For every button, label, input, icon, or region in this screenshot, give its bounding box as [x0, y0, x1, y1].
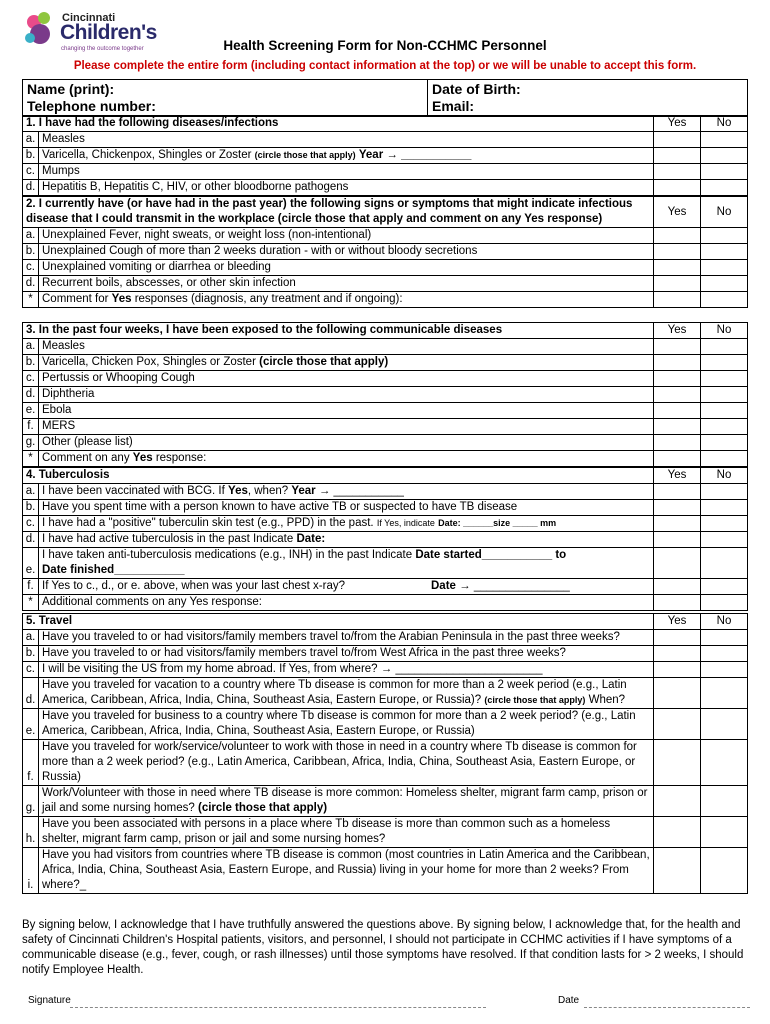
attestation-text: By signing below, I acknowledge that I have truthfully answered the questions above. By signing below, I acknowledge that, for the health and safety of Cincinnati Children's Hospital patients, visitors, and personnel, I should not participate in CCHMC activities if I have symptoms of a communicable disease (e.g., fever, cough, or rash illnesses) until those symptoms have resolved. If that condition lasts for > 2 weeks, I should notify Employee Health. — [22, 919, 744, 976]
item-text: Unexplained Fever, night sweats, or weight loss (non-intentional) — [39, 228, 654, 244]
item-text: Ebola — [39, 403, 654, 419]
item-letter: b. — [23, 148, 39, 164]
item-letter: f. — [23, 419, 39, 435]
form-title: Health Screening Form for Non-CCHMC Personnel — [223, 38, 547, 53]
item-letter: c. — [23, 516, 39, 532]
when-field[interactable]: When? — [588, 694, 626, 706]
yes-box[interactable] — [654, 786, 701, 817]
item-letter: b. — [23, 244, 39, 260]
yes-box[interactable] — [654, 132, 701, 148]
yes-box[interactable] — [654, 228, 701, 244]
item-letter: d. — [23, 678, 39, 709]
circle-note: (circle those that apply) — [484, 695, 586, 705]
item-letter: e. — [23, 548, 39, 579]
yes-box[interactable] — [654, 484, 701, 500]
item-letter: i. — [23, 848, 39, 894]
yes-box[interactable] — [654, 339, 701, 355]
section-1-table — [22, 115, 748, 196]
item-text: I have had active tuberculosis in the past Indicate — [42, 533, 294, 545]
section-3-title: 3. In the past four weeks, I have been exposed to the following communicable diseases — [23, 323, 654, 339]
item-text: Diphtheria — [39, 387, 654, 403]
item-letter: c. — [23, 260, 39, 276]
logo-tagline: changing the outcome together — [61, 46, 144, 52]
no-box[interactable] — [701, 419, 748, 435]
no-box[interactable] — [701, 387, 748, 403]
section-4-title: 4. Tuberculosis — [23, 468, 654, 484]
item-text: Have you traveled for business to a country where Tb disease is common for more than a 2 week period? (e.g., Latin America, Caribbean, Africa, India, China, Southeast Asia, Eastern Europe, or Russia) — [39, 709, 654, 740]
yes-box[interactable] — [654, 260, 701, 276]
no-box[interactable] — [701, 148, 748, 164]
no-box[interactable] — [701, 817, 748, 848]
item-text: Comment on any — [42, 452, 130, 464]
item-text: Measles — [39, 339, 654, 355]
yes-header: Yes — [654, 468, 701, 484]
item-text — [39, 548, 654, 579]
no-box[interactable] — [701, 678, 748, 709]
no-header: No — [701, 468, 748, 484]
yes-box[interactable] — [654, 180, 701, 196]
section-4-table — [22, 467, 748, 611]
item-text: If Yes to c., d., or e. above, when was your last chest x-ray? — [42, 580, 345, 592]
email-label: Email: — [432, 98, 475, 114]
yes-box[interactable] — [654, 709, 701, 740]
item-text — [39, 786, 654, 817]
no-box[interactable] — [701, 260, 748, 276]
yes-box[interactable] — [654, 164, 701, 180]
item-text: Have you traveled for work/service/volunteer to work with those in need in a country where Tb disease is common for more than a 2 week period? (e.g., Latin America, Caribbean, Africa, India, China, Southeast Asia, Eastern Europe, or Russia) — [39, 740, 654, 786]
no-box[interactable] — [701, 630, 748, 646]
comment-field[interactable]: Additional comments on any Yes response: — [39, 595, 654, 611]
yes-box[interactable] — [654, 355, 701, 371]
item-text — [39, 355, 654, 371]
item-letter: a. — [23, 484, 39, 500]
item-text: Have you been associated with persons in a place where Tb disease is more than common such as a homeless shelter, migrant farm camp, prison or jail and some nursing homes? — [39, 817, 654, 848]
yes-box[interactable] — [654, 500, 701, 516]
item-text — [39, 678, 654, 709]
item-text — [39, 484, 654, 500]
item-letter: * — [23, 292, 39, 308]
circle-note: (circle those that apply) — [259, 356, 389, 368]
yes-word: Yes — [132, 452, 153, 464]
year-label: Year → — [291, 485, 331, 497]
item-letter: c. — [23, 164, 39, 180]
item-text — [39, 148, 654, 164]
item-text: Have you traveled to or had visitors/family members travel to/from the Arabian Peninsula in the past three weeks? — [39, 630, 654, 646]
yes-box[interactable] — [654, 276, 701, 292]
no-box[interactable] — [701, 532, 748, 548]
no-box[interactable] — [701, 786, 748, 817]
no-box[interactable] — [701, 403, 748, 419]
no-header: No — [701, 323, 748, 339]
item-text: I have been vaccinated with BCG. If — [42, 485, 225, 497]
yes-box[interactable] — [654, 848, 701, 894]
item-text: Have you traveled to or had visitors/family members travel to/from West Africa in the past three weeks? — [39, 646, 654, 662]
no-box[interactable] — [701, 180, 748, 196]
yes-box[interactable] — [654, 371, 701, 387]
logo-line1: Cincinnati — [62, 12, 116, 24]
item-letter: g. — [23, 786, 39, 817]
date-line[interactable] — [584, 1007, 750, 1008]
no-box[interactable] — [701, 355, 748, 371]
dob-email-cell[interactable] — [428, 80, 748, 117]
yes-box[interactable] — [654, 646, 701, 662]
item-text — [39, 516, 654, 532]
item-letter: * — [23, 595, 39, 611]
yes-box[interactable] — [654, 630, 701, 646]
no-header: No — [701, 116, 748, 132]
yes-box[interactable] — [654, 579, 701, 595]
other-field[interactable]: Other (please list) — [39, 435, 654, 451]
item-text: Recurrent boils, abscesses, or other skin infection — [39, 276, 654, 292]
no-box[interactable] — [701, 132, 748, 148]
item-letter: a. — [23, 228, 39, 244]
item-letter: * — [23, 451, 39, 467]
item-text: Pertussis or Whooping Cough — [39, 371, 654, 387]
name-label: Name (print): — [27, 81, 115, 97]
section-2-title: 2. I currently have (or have had in the past year) the following signs or symptoms that might indicate infectious disease that I could transmit in the workplace (circle those that apply and comment on any Yes response) — [23, 197, 654, 228]
visiting-from-field[interactable]: I will be visiting the US from my home abroad. If Yes, from where? → _______________________ — [39, 662, 654, 678]
yes-box[interactable] — [654, 148, 701, 164]
no-box[interactable] — [701, 484, 748, 500]
item-letter: c. — [23, 371, 39, 387]
no-box[interactable] — [701, 339, 748, 355]
no-box[interactable] — [701, 848, 748, 894]
item-letter: c. — [23, 662, 39, 678]
no-box[interactable] — [701, 451, 748, 467]
year-field[interactable]: ___________ — [330, 485, 404, 497]
dob-label: Date of Birth: — [432, 81, 521, 97]
yes-header: Yes — [654, 614, 701, 630]
date-finished-field[interactable]: Date finished___________ — [42, 564, 185, 576]
section-5-title: 5. Travel — [23, 614, 654, 630]
no-header: No — [701, 197, 748, 228]
yes-box[interactable] — [654, 451, 701, 467]
section-1-title: 1. I have had the following diseases/infections — [23, 116, 654, 132]
no-box[interactable] — [701, 164, 748, 180]
item-letter: h. — [23, 817, 39, 848]
item-letter: f. — [23, 740, 39, 786]
no-box[interactable] — [701, 646, 748, 662]
yes-header: Yes — [654, 197, 701, 228]
item-text — [39, 579, 654, 595]
item-text: Have you spent time with a person known to have active TB or suspected to have TB disease — [39, 500, 654, 516]
comment-field[interactable] — [39, 451, 654, 467]
year-field[interactable]: Year → ___________ — [358, 149, 472, 161]
item-letter: a. — [23, 630, 39, 646]
yes-box[interactable] — [654, 419, 701, 435]
date-field[interactable]: Date: — [296, 533, 326, 545]
signature-label: Signature — [28, 995, 71, 1006]
yes-box[interactable] — [654, 516, 701, 532]
yes-word: Yes — [111, 293, 132, 305]
item-text: , when? — [247, 485, 289, 497]
item-letter: g. — [23, 435, 39, 451]
xray-date-field[interactable]: _______________ — [470, 580, 570, 592]
yes-word: Yes — [228, 485, 248, 497]
logo-line2: Children's — [60, 21, 157, 44]
contact-info-table — [22, 79, 748, 117]
indicate-note: If Yes, indicate — [376, 518, 435, 528]
item-text: Unexplained vomiting or diarrhea or bleeding — [39, 260, 654, 276]
item-letter: b. — [23, 355, 39, 371]
item-text: Varicella, Chicken Pox, Shingles or Zoster — [42, 356, 256, 368]
yes-box[interactable] — [654, 387, 701, 403]
no-box[interactable] — [701, 516, 748, 532]
phone-label: Telephone number: — [27, 98, 156, 114]
section-3-table — [22, 322, 748, 467]
no-box[interactable] — [701, 228, 748, 244]
no-box[interactable] — [701, 435, 748, 451]
item-text: I have had a "positive" tuberculin skin test (e.g., PPD) in the past. — [42, 517, 374, 529]
date-started-field[interactable]: Date started___________ to — [415, 549, 567, 561]
section-5-table — [22, 613, 748, 894]
no-box[interactable] — [701, 595, 748, 611]
section-2-table — [22, 196, 748, 308]
no-box[interactable] — [701, 371, 748, 387]
yes-box[interactable] — [654, 403, 701, 419]
name-phone-cell[interactable] — [23, 80, 428, 117]
yes-box[interactable] — [654, 292, 701, 308]
no-box[interactable] — [701, 662, 748, 678]
item-letter: b. — [23, 646, 39, 662]
yes-box[interactable] — [654, 435, 701, 451]
item-text — [39, 532, 654, 548]
yes-box[interactable] — [654, 817, 701, 848]
item-text: Have you traveled for vacation to a country where Tb disease is common for more than a 2 week period (e.g., Latin America, Caribbean, Africa, India, China, Southeast Asia, Eastern Europe, or Russia)? — [42, 679, 627, 706]
no-box[interactable] — [701, 548, 748, 579]
item-text: Have you had visitors from countries where TB disease is common (most countries in Latin America and the Caribbean, Africa, India, China, Southeast Asia, Eastern Europe, and Russia) living in your home for more than 2 weeks? From where?_ — [39, 848, 654, 894]
item-text: I have taken anti-tuberculosis medications (e.g., INH) in the past Indicate — [42, 549, 413, 561]
no-box[interactable] — [701, 709, 748, 740]
item-letter: b. — [23, 500, 39, 516]
item-text: Comment for — [42, 293, 109, 305]
yes-box[interactable] — [654, 244, 701, 260]
signature-line[interactable] — [70, 1007, 486, 1008]
item-letter: d. — [23, 276, 39, 292]
yes-box[interactable] — [654, 662, 701, 678]
yes-box[interactable] — [654, 548, 701, 579]
circle-note: (circle those that apply) — [254, 150, 356, 160]
no-box[interactable] — [701, 292, 748, 308]
ppd-date-size-field[interactable]: Date: ______size _____ mm — [438, 518, 557, 528]
item-letter: a. — [23, 339, 39, 355]
item-letter: d. — [23, 180, 39, 196]
item-letter: d. — [23, 387, 39, 403]
item-letter: e. — [23, 403, 39, 419]
item-letter: e. — [23, 709, 39, 740]
comment-field[interactable] — [39, 292, 654, 308]
item-text: Mumps — [39, 164, 654, 180]
item-text: MERS — [39, 419, 654, 435]
item-text: responses (diagnosis, any treatment and if ongoing): — [134, 293, 403, 305]
no-box[interactable] — [701, 500, 748, 516]
yes-box[interactable] — [654, 595, 701, 611]
item-text: response: — [155, 452, 207, 464]
circle-note: (circle those that apply) — [197, 802, 328, 814]
warning-text: Please complete the entire form (including contact information at the top) or we will be unable to accept this form. — [73, 60, 697, 72]
date-label: Date — [558, 995, 580, 1006]
item-letter: a. — [23, 132, 39, 148]
yes-box[interactable] — [654, 532, 701, 548]
yes-header: Yes — [654, 323, 701, 339]
date-label: Date → — [431, 580, 471, 592]
no-box[interactable] — [701, 244, 748, 260]
no-box[interactable] — [701, 276, 748, 292]
no-box[interactable] — [701, 579, 748, 595]
item-text: Hepatitis B, Hepatitis C, HIV, or other bloodborne pathogens — [39, 180, 654, 196]
item-letter: d. — [23, 532, 39, 548]
no-header: No — [701, 614, 748, 630]
item-text: Varicella, Chickenpox, Shingles or Zoster — [42, 149, 252, 161]
item-letter: f. — [23, 579, 39, 595]
item-text: Unexplained Cough of more than 2 weeks duration - with or without bloody secretions — [39, 244, 654, 260]
no-box[interactable] — [701, 740, 748, 786]
item-text: Work/Volunteer with those in need where TB disease is more common: Homeless shelter, migrant farm camp, prison or jail and some nursing homes? — [42, 787, 648, 814]
yes-header: Yes — [654, 116, 701, 132]
yes-box[interactable] — [654, 740, 701, 786]
yes-box[interactable] — [654, 678, 701, 709]
item-text: Measles — [39, 132, 654, 148]
